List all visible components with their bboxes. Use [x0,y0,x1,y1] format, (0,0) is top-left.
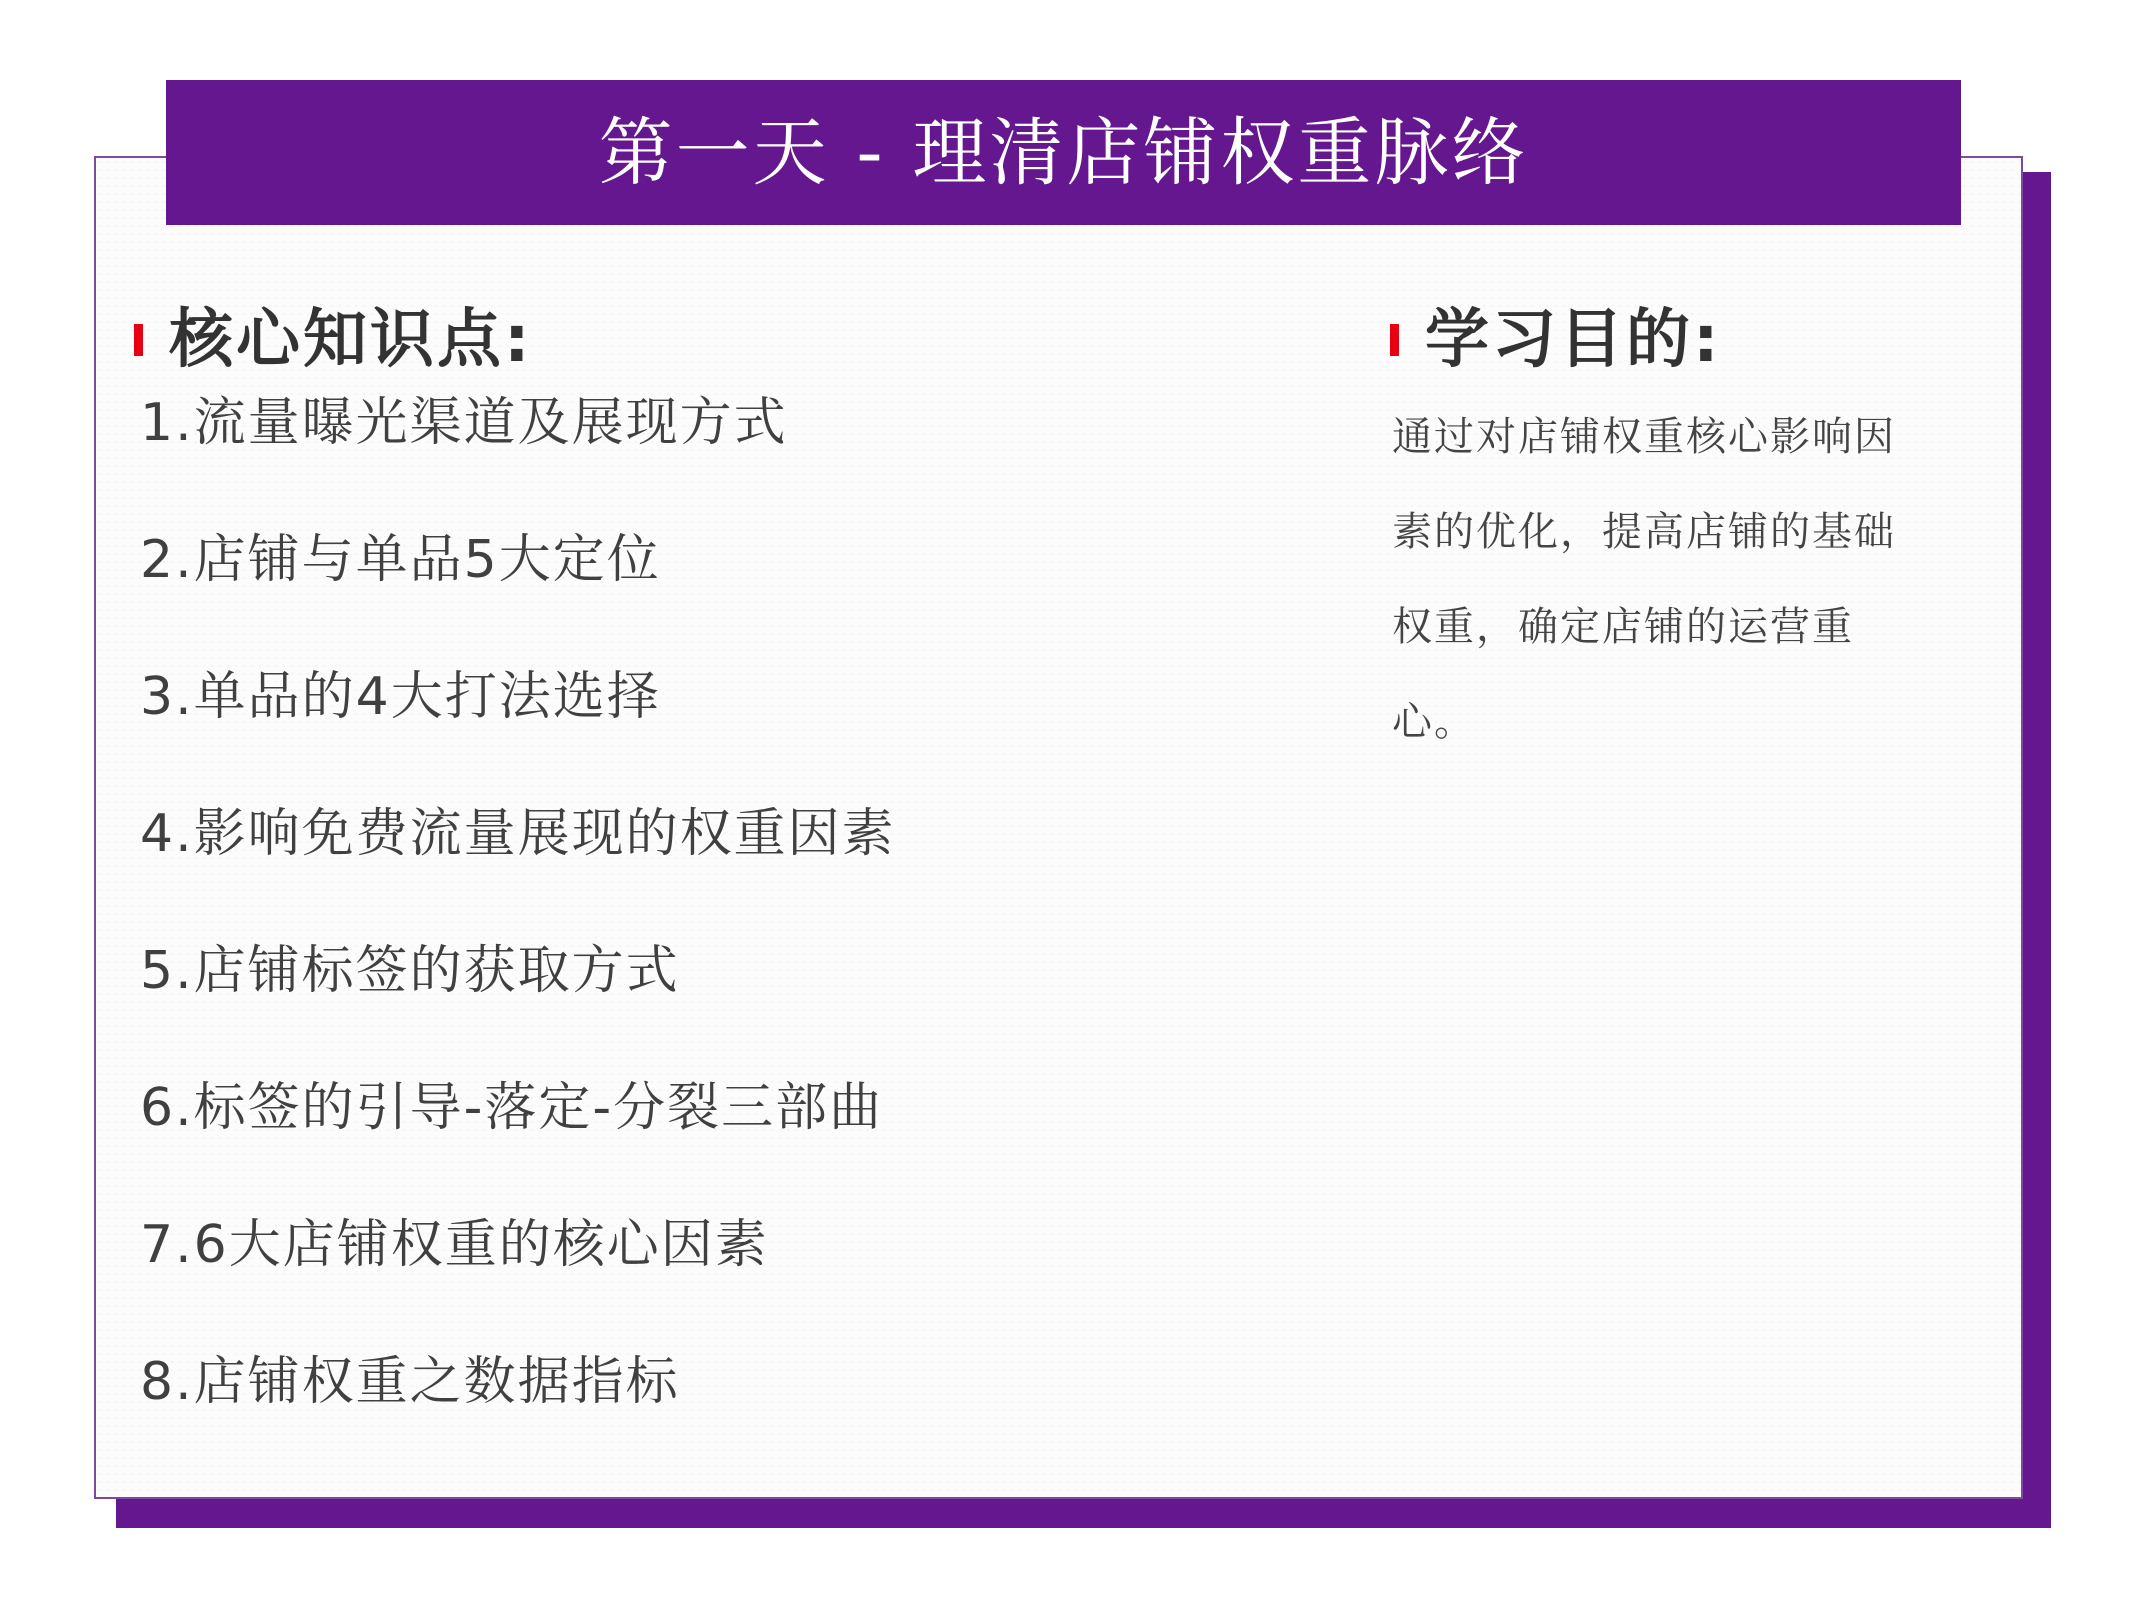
learning-goal-title: 学习目的: [1425,303,1722,377]
heading-marker [1390,324,1399,356]
knowledge-item: 1.流量曝光渠道及展现方式 [140,393,788,453]
knowledge-item: 5.店铺标签的获取方式 [140,941,680,1001]
knowledge-list [140,388,896,1484]
title-banner [166,80,1961,225]
knowledge-item: 6.标签的引导-落定-分裂三部曲 [140,1078,884,1138]
learning-goal-heading [1390,300,1722,380]
core-knowledge-heading [134,300,533,380]
knowledge-item: 8.店铺权重之数据指标 [140,1352,680,1412]
learning-goal-text: 通过对店铺权重核心影响因素的优化，提高店铺的基础权重，确定店铺的运营重心。 [1392,414,1896,745]
knowledge-item: 4.影响免费流量展现的权重因素 [140,804,896,864]
page-title: 第一天 - 理清店铺权重脉络 [598,109,1529,196]
core-knowledge-title: 核心知识点: [169,303,533,377]
knowledge-item: 2.店铺与单品5大定位 [140,530,661,590]
knowledge-item: 7.6大店铺权重的核心因素 [140,1215,769,1275]
knowledge-item: 3.单品的4大打法选择 [140,667,661,727]
heading-marker [134,324,143,356]
